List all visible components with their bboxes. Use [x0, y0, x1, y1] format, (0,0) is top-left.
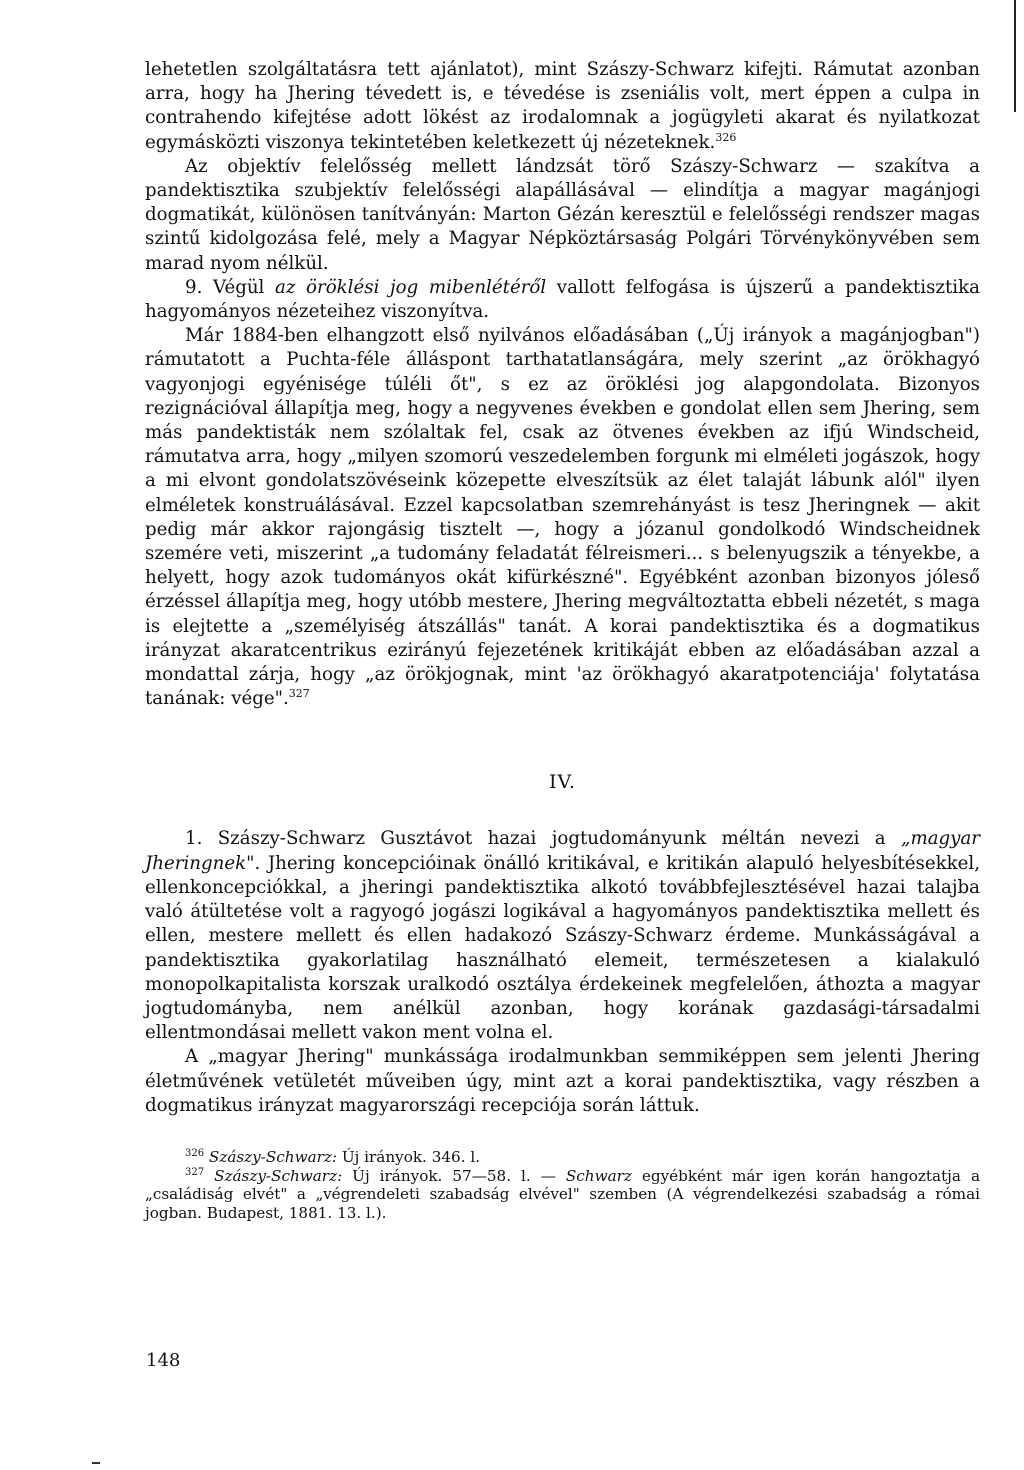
- footnote-ref-327: 327: [288, 687, 310, 701]
- footnote-author: Szászy-Schwarz:: [214, 1166, 343, 1185]
- footnote-number: 327: [185, 1166, 205, 1178]
- paragraph-1-text: lehetetlen szolgáltatásra tett ajánlatot), mint Szászy-Schwarz kifejti. Rámutat azonban arra, hogy ha Jhering tévedett is, e tévedése is zseniális volt, mert éppen a culpa in contrahendo kifejtése adott lökést az irodalomnak a jogügyleti akarat és nyilatkozat egymásközti viszonya tekintetében keletkezett új nézeteknek.: [145, 59, 980, 153]
- footnote-number: 326: [185, 1147, 205, 1159]
- paragraph-4-text: Már 1884-ben elhangzott első nyilvános előadásában („Új irányok a magánjogban") rámutatott a Puchta-féle álláspont tarthatatlanságára, mely szerint „az örökhagyó vagyonjogi egyénisége túléli őt", s ez az öröklési jog alapgondolata. Bizonyos rezignációval állapítja meg, hogy a negyvenes években e gondolat ellen sem Jhering, sem más pandektisták nem szólaltak fel, csak az ötvenes években az ifjú Windscheid, rámutatva arra, hogy „milyen szomorú veszedelemben forgunk mi elméleti jogászok, hogy a mi elvont gondolatszövéseink közepette elveszítsük az élet talaját lábunk alól" ilyen elméletek konstruálásával. Ezzel kapcsolatban szemrehányást is tesz Jheringnek — akit pedig már akkor rajongásig tisztelt —, hogy a józanul gondolkodó Windscheidnek szemére veti, miszerint „a tudomány feladatát félreismeri... s belenyugszik a tényekbe, a helyett, hogy azok tudományos okát kifürkészné". Egyébként azonban bizonyos jóleső érzéssel állapítja meg, hogy utóbb mestere, Jhering megváltoztatta ebbeli nézetét, s maga is elejtette a „személyiség átszállás" tanát. A korai pandektisztika és a dogmatikus irányzat akaratcentrikus ezirányú fejezetének kritikáját ebben az előadásában azzal a mondattal zárja, hogy „az örökjognak, mint 'az örökhagyó akaratpotenciája' folytatása tanának: vége".: [145, 325, 980, 710]
- footnote-326: [145, 1148, 980, 1167]
- section-paragraph-1-pre: 1. Szászy-Schwarz Gusztávot hazai jogtudományunk méltán nevezi a: [185, 828, 902, 850]
- section-paragraph-1-emphasis: „magyar Jheringnek".: [145, 828, 980, 874]
- paragraph-3-post: vallott felfogása is újszerű a pandektisztika hagyományos nézeteihez viszonyítva.: [145, 276, 980, 323]
- footnote-327: [145, 1167, 980, 1223]
- page-body: [145, 58, 980, 1222]
- section-paragraph-1-post: Jhering koncepcióinak önálló kritikával, e kritikán alapuló helyesbítésekkel, ellenkoncepciókkal, a jheringi pandektisztika alkotó továbbfejlesztésével hazai talajba való átültetése volt a ragyogó jogászi logikával a hagyományos pandektisztika mellett és ellen, mestere mellett és ellen hadakozó Szászy-Schwarz érdeme. Munkásságával a pandektisztika gyakorlatilag használható elemeit, természetesen a kialakuló monopolkapitalista korszak uralkodó osztálya érdekeinek megfelelően, áthozta a magyar jogtudományba, nem anélkül azonban, hogy korának gazdasági-társadalmi ellentmondásai mellett vakon ment volna el.: [145, 852, 980, 1044]
- paragraph-3-emphasis: az öröklési jog mibenlétéről: [275, 276, 547, 298]
- page-number: 148: [146, 1350, 181, 1371]
- footnote-text: Új irányok. 346. l.: [337, 1147, 481, 1166]
- section-paragraph-2: A „magyar Jhering" munkássága irodalmunkban semmiképpen sem jelenti Jhering életművének vetületét műveiben úgy, mint azt a korai pandektisztika, vagy részben a dogmatikus irányzat magyarországi recepciója során láttuk.: [145, 1046, 980, 1116]
- footnotes: [145, 1148, 980, 1222]
- paragraph-3-pre: 9. Végül: [185, 276, 275, 298]
- footnote-author: Szászy-Schwarz:: [208, 1147, 338, 1166]
- section-heading: IV.: [549, 771, 576, 794]
- footnote-ref-326: 326: [715, 130, 737, 144]
- margin-rule: [1014, 0, 1016, 112]
- section-paragraph-1: [145, 827, 980, 1045]
- paragraph-4: [145, 324, 980, 711]
- paragraph-2: Az objektív felelősség mellett lándzsát törő Szászy-Schwarz — szakítva a pandektisztika szubjektív felelősségi alapállásával — elindítja a magyar magánjogi dogmatikát, különösen tanítványán: Marton Gézán keresztül e felelősségi rendszer magas szintű kidolgozása felé, mely a Magyar Népköztársaság Polgári Törvénykönyvében sem marad nyom nélkül.: [145, 155, 980, 274]
- paragraph-3: [145, 276, 980, 324]
- footnote-text: Új irányok. 57—58. l. —: [342, 1166, 566, 1185]
- footnote-text-continued: egyébként már igen korán hangoztatja a „családiság elvét" a „végrendeleti szabadság elvével" szemben (A végrendelkezési szabadság a római jogban. Budapest, 1881. 13. l.).: [145, 1166, 980, 1222]
- footnote-emphasis: Schwarz: [565, 1166, 632, 1185]
- paragraph-1: [145, 58, 980, 155]
- scan-mark: [92, 1462, 100, 1464]
